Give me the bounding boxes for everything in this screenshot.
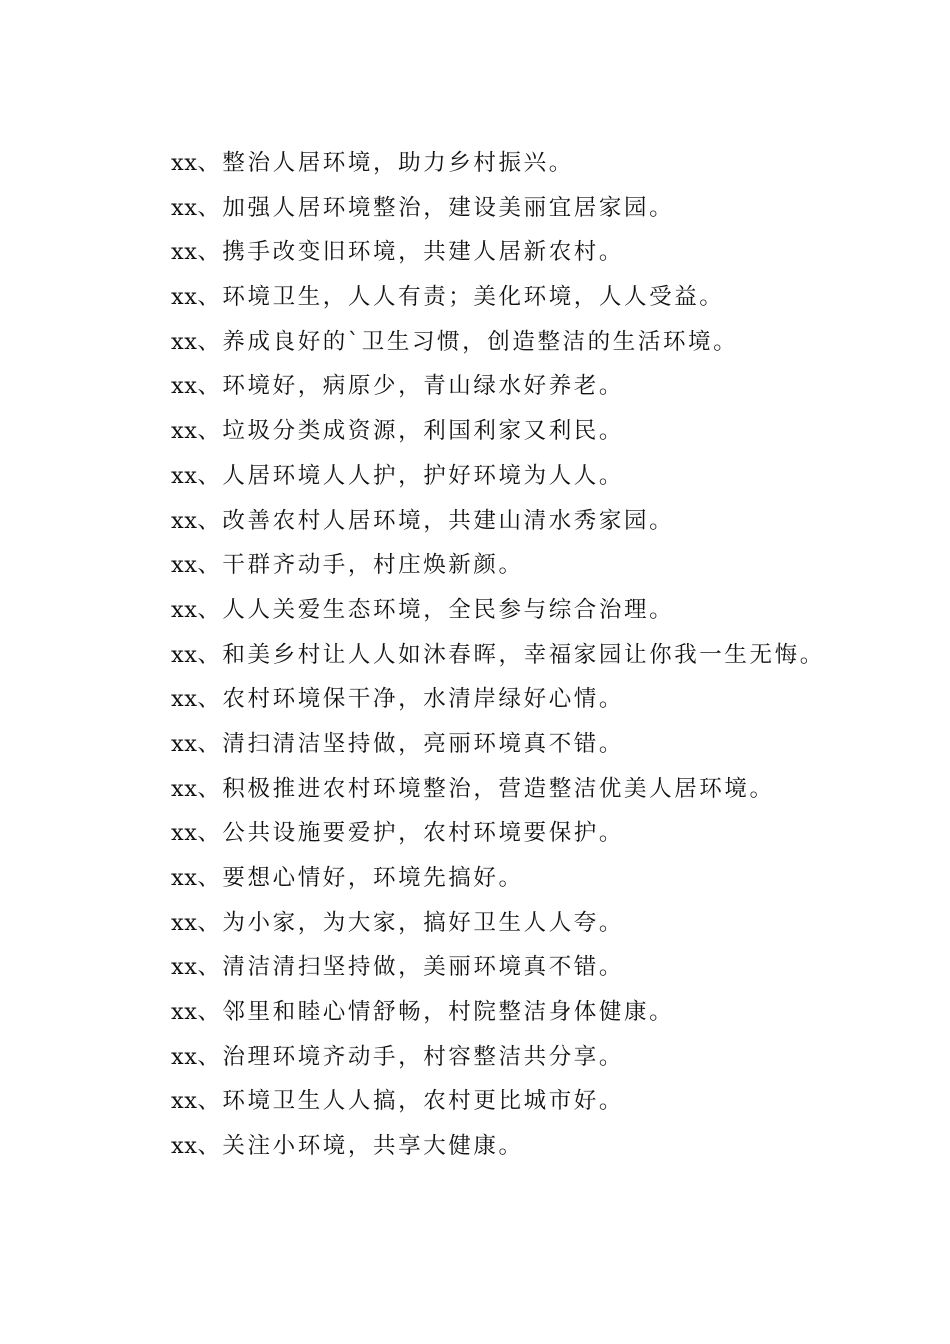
slogan-item [171,547,825,592]
slogan-item [171,994,825,1039]
slogan-prefix: xx、 [171,820,221,847]
slogan-text: 关注小环境，共享大健康。 [222,1133,524,1160]
slogan-prefix: xx、 [171,1088,221,1115]
slogan-item [171,1128,825,1173]
slogan-item [171,413,825,458]
slogan-item [171,949,825,994]
slogan-item [171,905,825,950]
slogan-text: 整治人居环境，助力乡村振兴。 [222,150,574,176]
slogan-item [171,279,825,324]
slogan-item [171,234,825,279]
slogan-prefix: xx、 [171,1043,221,1070]
slogan-text: 加强人居环境整治，建设美丽宜居家园。 [222,194,675,221]
slogan-prefix: xx、 [171,686,221,713]
slogan-prefix: xx、 [171,239,221,266]
slogan-text: 邻里和睦心情舒畅，村院整洁身体健康。 [222,999,675,1026]
slogan-text: 环境卫生人人搞，农村更比城市好。 [222,1088,624,1115]
slogan-text: 携手改变旧环境，共建人居新农村。 [222,239,624,266]
slogan-prefix: xx、 [171,328,221,355]
slogan-prefix: xx、 [171,194,221,221]
slogan-item [171,681,825,726]
slogan-text: 养成良好的`卫生习惯，创造整洁的生活环境。 [222,328,739,355]
slogan-item [171,815,825,860]
slogan-text: 公共设施要爱护，农村环境要保护。 [222,820,624,847]
slogan-prefix: xx、 [171,284,221,311]
slogan-text: 改善农村人居环境，共建山清水秀家园。 [222,507,675,534]
slogan-prefix: xx、 [171,373,221,400]
slogan-prefix: xx、 [171,507,221,534]
slogan-text: 环境卫生，人人有责；美化环境，人人受益。 [222,284,725,311]
slogan-item [171,860,825,905]
slogan-prefix: xx、 [171,418,221,445]
slogan-prefix: xx、 [171,150,221,176]
slogan-prefix: xx、 [171,552,221,579]
slogan-item [171,368,825,413]
slogan-item [171,458,825,503]
slogan-text: 干群齐动手，村庄焕新颜。 [222,552,524,579]
slogan-text: 和美乡村让人人如沐春晖，幸福家园让你我一生无悔。 [222,641,825,668]
slogan-item [171,1083,825,1128]
slogan-text: 为小家，为大家，搞好卫生人人夸。 [222,909,624,936]
slogan-prefix: xx、 [171,1133,221,1160]
slogan-text: 清扫清洁坚持做，亮丽环境真不错。 [222,730,624,757]
slogan-prefix: xx、 [171,775,221,802]
slogan-prefix: xx、 [171,909,221,936]
slogan-item [171,637,825,682]
slogan-text: 积极推进农村环境整治，营造整洁优美人居环境。 [222,775,775,802]
slogan-text: 人人关爱生态环境，全民参与综合治理。 [222,596,675,623]
slogan-item [171,190,825,235]
slogan-prefix: xx、 [171,730,221,757]
slogan-text: 人居环境人人护，护好环境为人人。 [222,462,624,489]
slogan-prefix: xx、 [171,462,221,489]
slogan-item [171,771,825,816]
slogan-list [171,145,825,1173]
slogan-text: 治理环境齐动手，村容整洁共分享。 [222,1043,624,1070]
slogan-prefix: xx、 [171,865,221,891]
slogan-prefix: xx、 [171,641,221,668]
slogan-item [171,145,825,190]
slogan-text: 垃圾分类成资源，利国利家又利民。 [222,418,624,445]
slogan-item [171,503,825,548]
slogan-text: 要想心情好，环境先搞好。 [222,865,524,891]
slogan-text: 环境好，病原少，青山绿水好养老。 [222,373,624,400]
slogan-item [171,592,825,637]
slogan-item [171,324,825,369]
slogan-item [171,726,825,771]
slogan-prefix: xx、 [171,999,221,1026]
slogan-text: 农村环境保干净，水清岸绿好心情。 [222,686,624,713]
slogan-item [171,1039,825,1084]
slogan-text: 清洁清扫坚持做，美丽环境真不错。 [222,954,624,981]
slogan-prefix: xx、 [171,954,221,981]
slogan-prefix: xx、 [171,596,221,623]
